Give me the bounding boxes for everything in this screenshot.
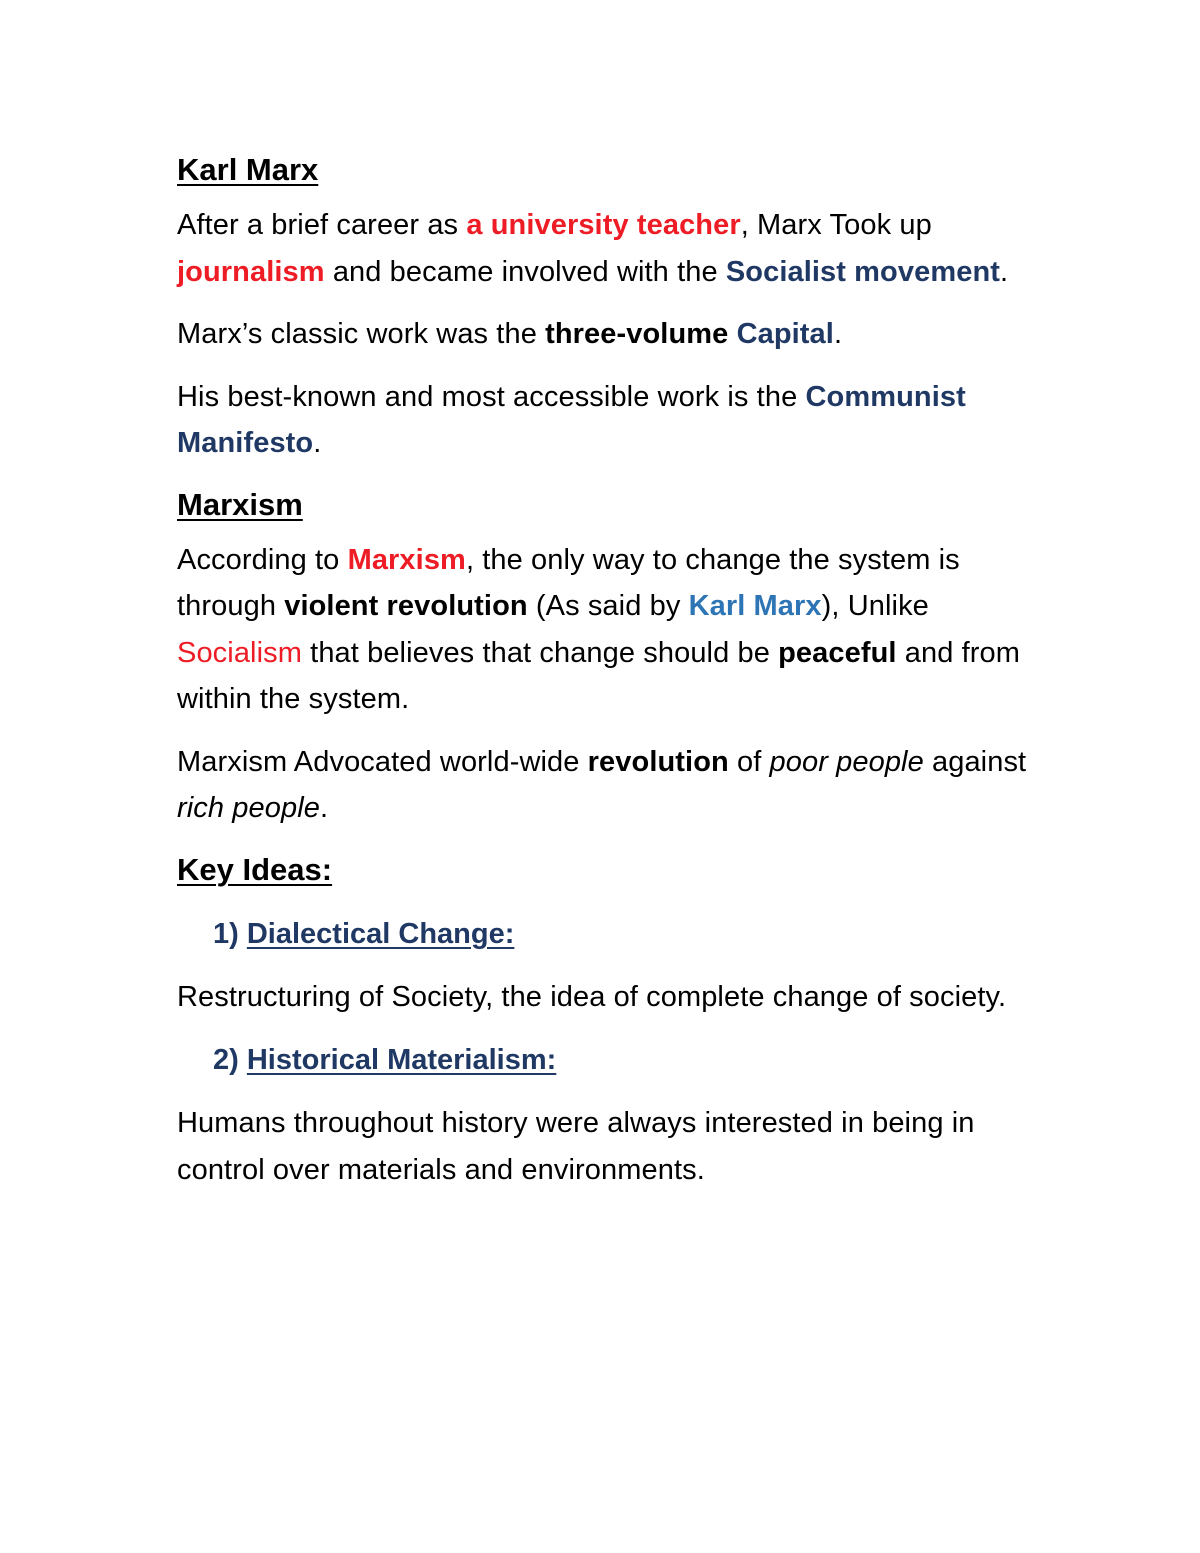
italic-poor-people: poor people (769, 745, 924, 778)
paragraph-marxism-revolution (177, 537, 1037, 723)
text: (As said by (527, 590, 689, 622)
paragraph-marxism-advocated (177, 739, 1037, 832)
highlight-capital: Capital (736, 318, 834, 350)
text: Marx’s classic work was the (177, 318, 546, 350)
text: . (1000, 255, 1009, 288)
key-idea-number: 2) (213, 1044, 239, 1076)
key-idea-body-1: Restructuring of Society, the idea of complete change of society. (177, 980, 1007, 1013)
highlight-revolution: revolution (587, 745, 729, 778)
text: and became involved with the (324, 255, 726, 288)
text: . (313, 427, 322, 459)
highlight-violent-revolution: violent revolution (284, 590, 528, 622)
text: against (923, 745, 1027, 778)
text: After a brief career as (177, 209, 467, 241)
text: . (833, 318, 843, 350)
key-idea-title: Dialectical Change: (246, 917, 515, 950)
highlight-university-teacher: a university teacher (466, 209, 741, 241)
highlight-communist-manifesto: Communist Manifesto (177, 380, 966, 459)
text: of (728, 745, 770, 778)
text (728, 318, 736, 350)
highlight-three-volume: three-volume (545, 318, 729, 350)
key-idea-title: Historical Materialism: (246, 1044, 557, 1076)
text: His best-known and most accessible work is the (177, 380, 806, 413)
heading-karl-marx: Karl Marx (177, 152, 319, 187)
highlight-peaceful: peaceful (778, 636, 897, 669)
text: , the only way to change the system is through (177, 543, 960, 622)
highlight-socialism: Socialism (177, 636, 302, 669)
key-idea-heading-1 (213, 910, 1037, 958)
paragraph-career (177, 202, 1037, 295)
key-idea-body-2: Humans throughout history were always interested in being in control over materials and environments. (177, 1107, 975, 1186)
italic-rich-people: rich people (177, 792, 320, 824)
highlight-marxism: Marxism (347, 543, 466, 576)
highlight-socialist-movement: Socialist movement (725, 255, 1001, 288)
text: . (319, 792, 329, 824)
text: that believes that change should be (302, 636, 779, 669)
highlight-journalism: journalism (177, 255, 325, 288)
paragraph-classic-work (177, 311, 1037, 358)
text: and from within the system. (177, 636, 1020, 715)
text: ), Unlike (821, 590, 929, 622)
paragraph-best-known-work (177, 374, 1037, 467)
heading-key-ideas: Key Ideas: (177, 851, 333, 887)
highlight-karl-marx: Karl Marx (688, 590, 822, 622)
key-idea-number: 1) (213, 917, 239, 950)
text: Marxism Advocated world-wide (177, 745, 588, 778)
text: , Marx Took up (740, 209, 932, 241)
key-idea-heading-2 (213, 1036, 1037, 1084)
heading-marxism: Marxism (177, 486, 303, 522)
document-page (177, 140, 1037, 1209)
text: According to (177, 543, 348, 576)
